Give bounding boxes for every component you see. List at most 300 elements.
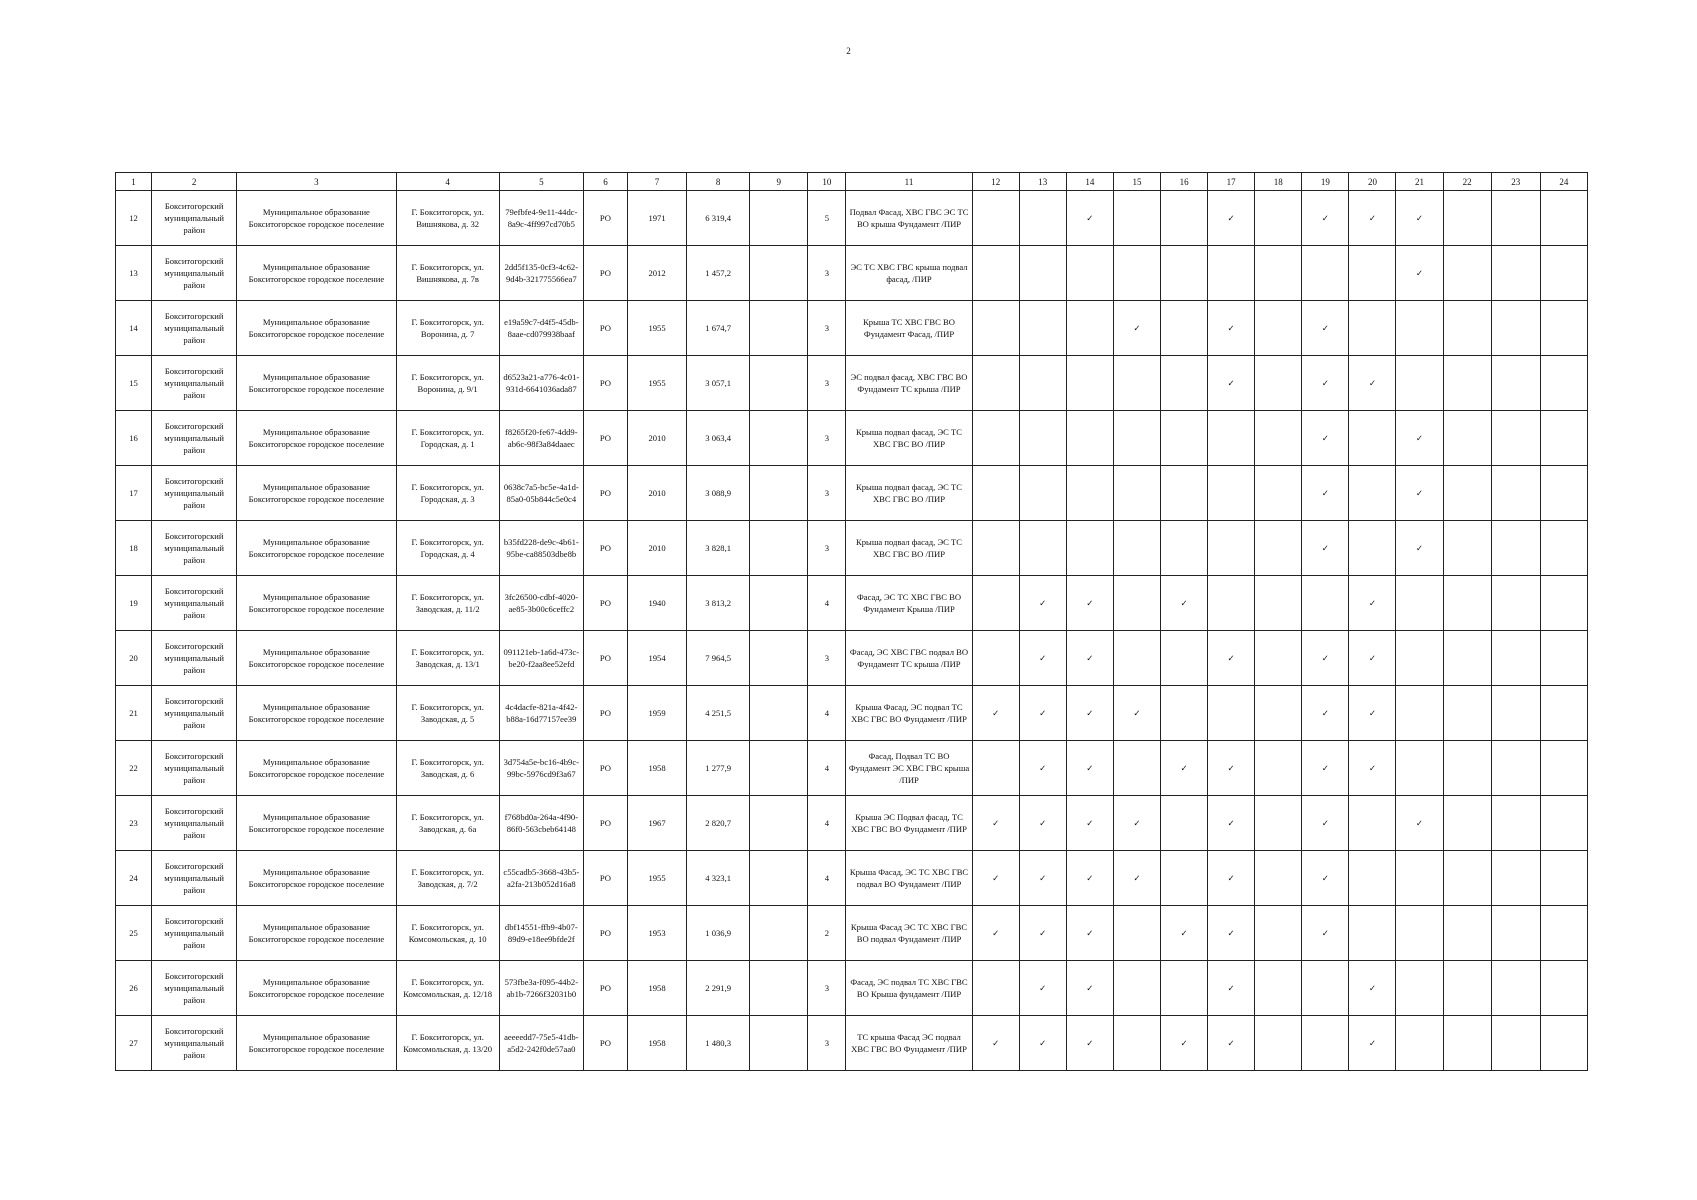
district-cell: Бокситогорский муниципальный район	[152, 301, 237, 356]
checkmark-icon: ✓	[1086, 983, 1094, 994]
work-column-22-cell	[1443, 741, 1491, 796]
work-column-14-cell	[1066, 686, 1113, 741]
column-number-16: 16	[1161, 173, 1208, 191]
work-column-22-cell	[1443, 191, 1491, 246]
checkmark-icon: ✓	[1321, 763, 1329, 774]
municipality-cell: Муниципальное образование Бокситогорское городское поселение	[237, 521, 396, 576]
municipality-cell: Муниципальное образование Бокситогорское городское поселение	[237, 356, 396, 411]
works-cell: ЭС подвал фасад, ХВС ГВС ВО Фундамент ТС крыша /ПИР	[846, 356, 972, 411]
checkmark-icon: ✓	[1039, 598, 1047, 609]
register-table	[115, 172, 1588, 1071]
checkmark-icon: ✓	[1227, 213, 1235, 224]
work-column-23-cell	[1491, 906, 1540, 961]
work-column-18-cell	[1255, 961, 1302, 1016]
checkmark-icon: ✓	[1321, 708, 1329, 719]
area-cell: 2 820,7	[687, 796, 750, 851]
work-column-19-cell	[1302, 191, 1349, 246]
work-column-21-cell	[1396, 851, 1443, 906]
municipality-cell: Муниципальное образование Бокситогорское городское поселение	[237, 961, 396, 1016]
type-cell: РО	[583, 191, 627, 246]
work-column-17-cell	[1208, 356, 1255, 411]
guid-cell: 4c4dacfe-821a-4f42-b88a-16d77157ee39	[499, 686, 583, 741]
works-cell: Крыша ТС ХВС ГВС ВО Фундамент Фасад, /ПИР	[846, 301, 972, 356]
work-column-22-cell	[1443, 796, 1491, 851]
work-column-17-cell	[1208, 411, 1255, 466]
works-cell: Крыша подвал фасад, ЭС ТС ХВС ГВС ВО /ПИР	[846, 466, 972, 521]
work-column-12-cell	[972, 356, 1019, 411]
district-cell: Бокситогорский муниципальный район	[152, 356, 237, 411]
district-cell: Бокситогорский муниципальный район	[152, 246, 237, 301]
works-cell: Фасад, ЭС ХВС ГВС подвал ВО Фундамент ТС крыша /ПИР	[846, 631, 972, 686]
checkmark-icon: ✓	[1227, 818, 1235, 829]
work-column-23-cell	[1491, 961, 1540, 1016]
work-column-19-cell	[1302, 356, 1349, 411]
work-column-15-cell	[1113, 1016, 1160, 1071]
checkmark-icon: ✓	[1086, 708, 1094, 719]
row-number: 25	[116, 906, 152, 961]
work-column-15-cell	[1113, 851, 1160, 906]
type-cell: РО	[583, 356, 627, 411]
work-column-16-cell	[1161, 521, 1208, 576]
checkmark-icon: ✓	[1321, 873, 1329, 884]
column-number-5: 5	[499, 173, 583, 191]
work-column-17-cell	[1208, 246, 1255, 301]
table-row	[116, 466, 1588, 521]
type-cell: РО	[583, 1016, 627, 1071]
column-9-cell	[750, 466, 808, 521]
municipality-cell: Муниципальное образование Бокситогорское городское поселение	[237, 906, 396, 961]
address-cell: Г. Бокситогорск, ул. Комсомольская, д. 10	[396, 906, 499, 961]
work-column-22-cell	[1443, 631, 1491, 686]
table-row	[116, 356, 1588, 411]
checkmark-icon: ✓	[1415, 543, 1424, 554]
work-column-13-cell	[1019, 686, 1066, 741]
work-column-19-cell	[1302, 301, 1349, 356]
row-number: 12	[116, 191, 152, 246]
checkmark-icon: ✓	[1086, 818, 1094, 829]
column-9-cell	[750, 686, 808, 741]
guid-cell: f8265f20-fe67-4dd9-ab6c-98f3a84daaec	[499, 411, 583, 466]
row-number: 16	[116, 411, 152, 466]
work-column-16-cell	[1161, 906, 1208, 961]
checkmark-icon: ✓	[1227, 653, 1235, 664]
column-number-11: 11	[846, 173, 972, 191]
column-number-3: 3	[237, 173, 396, 191]
column-number-2: 2	[152, 173, 237, 191]
checkmark-icon: ✓	[1086, 873, 1094, 884]
checkmark-icon: ✓	[1321, 543, 1329, 554]
table-row	[116, 796, 1588, 851]
work-column-12-cell	[972, 686, 1019, 741]
area-cell: 3 088,9	[687, 466, 750, 521]
area-cell: 3 063,4	[687, 411, 750, 466]
type-cell: РО	[583, 521, 627, 576]
work-column-13-cell	[1019, 851, 1066, 906]
checkmark-icon: ✓	[992, 818, 1000, 829]
work-column-14-cell	[1066, 466, 1113, 521]
checkmark-icon: ✓	[1227, 378, 1235, 389]
type-cell: РО	[583, 411, 627, 466]
column-number-15: 15	[1113, 173, 1160, 191]
work-column-14-cell	[1066, 191, 1113, 246]
works-cell: Фасад, ЭС подвал ТС ХВС ГВС ВО Крыша фундамент /ПИР	[846, 961, 972, 1016]
type-cell: РО	[583, 686, 627, 741]
floors-cell: 3	[808, 301, 846, 356]
work-column-14-cell	[1066, 631, 1113, 686]
work-column-15-cell	[1113, 631, 1160, 686]
table-row	[116, 686, 1588, 741]
floors-cell: 3	[808, 356, 846, 411]
work-column-19-cell	[1302, 906, 1349, 961]
checkmark-icon: ✓	[1368, 378, 1377, 389]
work-column-13-cell	[1019, 796, 1066, 851]
table-row	[116, 741, 1588, 796]
work-column-12-cell	[972, 796, 1019, 851]
table-row	[116, 576, 1588, 631]
work-column-24-cell	[1540, 356, 1587, 411]
column-9-cell	[750, 796, 808, 851]
work-column-17-cell	[1208, 851, 1255, 906]
work-column-22-cell	[1443, 1016, 1491, 1071]
work-column-20-cell	[1349, 851, 1396, 906]
area-cell: 3 057,1	[687, 356, 750, 411]
work-column-13-cell	[1019, 741, 1066, 796]
work-column-18-cell	[1255, 301, 1302, 356]
column-9-cell	[750, 961, 808, 1016]
work-column-19-cell	[1302, 246, 1349, 301]
checkmark-icon: ✓	[992, 928, 1000, 939]
address-cell: Г. Бокситогорск, ул. Воронина, д. 9/1	[396, 356, 499, 411]
checkmark-icon: ✓	[1039, 1038, 1047, 1049]
work-column-24-cell	[1540, 631, 1587, 686]
column-number-row	[116, 173, 1588, 191]
work-column-12-cell	[972, 961, 1019, 1016]
work-column-13-cell	[1019, 961, 1066, 1016]
work-column-17-cell	[1208, 521, 1255, 576]
checkmark-icon: ✓	[1321, 818, 1329, 829]
work-column-21-cell	[1396, 301, 1443, 356]
work-column-23-cell	[1491, 686, 1540, 741]
guid-cell: f768bd0a-264a-4f90-86f0-563cbeb64148	[499, 796, 583, 851]
guid-cell: 573fbe3a-f095-44b2-ab1b-7266f32031b0	[499, 961, 583, 1016]
work-column-14-cell	[1066, 1016, 1113, 1071]
checkmark-icon: ✓	[1133, 708, 1141, 719]
table-row	[116, 301, 1588, 356]
work-column-19-cell	[1302, 686, 1349, 741]
area-cell: 4 323,1	[687, 851, 750, 906]
checkmark-icon: ✓	[1227, 873, 1235, 884]
work-column-19-cell	[1302, 631, 1349, 686]
work-column-21-cell	[1396, 576, 1443, 631]
work-column-16-cell	[1161, 851, 1208, 906]
work-column-16-cell	[1161, 796, 1208, 851]
checkmark-icon: ✓	[1368, 1038, 1377, 1049]
work-column-15-cell	[1113, 411, 1160, 466]
work-column-20-cell	[1349, 631, 1396, 686]
year-cell: 2012	[627, 246, 686, 301]
work-column-17-cell	[1208, 686, 1255, 741]
work-column-22-cell	[1443, 686, 1491, 741]
row-number: 15	[116, 356, 152, 411]
works-cell: Фасад, Подвал ТС ВО Фундамент ЭС ХВС ГВС крыша /ПИР	[846, 741, 972, 796]
work-column-20-cell	[1349, 906, 1396, 961]
work-column-21-cell	[1396, 191, 1443, 246]
checkmark-icon: ✓	[1227, 323, 1235, 334]
address-cell: Г. Бокситогорск, ул. Городская, д. 1	[396, 411, 499, 466]
work-column-22-cell	[1443, 851, 1491, 906]
work-column-20-cell	[1349, 576, 1396, 631]
address-cell: Г. Бокситогорск, ул. Заводская, д. 13/1	[396, 631, 499, 686]
guid-cell: d6523a21-a776-4c01-931d-6641036ada87	[499, 356, 583, 411]
works-cell: Крыша Фасад ЭС ТС ХВС ГВС ВО подвал Фундамент /ПИР	[846, 906, 972, 961]
checkmark-icon: ✓	[1368, 598, 1377, 609]
guid-cell: 2dd5f135-0cf3-4c62-9d4b-321775566ea7	[499, 246, 583, 301]
work-column-22-cell	[1443, 576, 1491, 631]
work-column-23-cell	[1491, 851, 1540, 906]
column-number-7: 7	[627, 173, 686, 191]
work-column-19-cell	[1302, 411, 1349, 466]
work-column-20-cell	[1349, 301, 1396, 356]
municipality-cell: Муниципальное образование Бокситогорское городское поселение	[237, 411, 396, 466]
floors-cell: 3	[808, 961, 846, 1016]
district-cell: Бокситогорский муниципальный район	[152, 466, 237, 521]
address-cell: Г. Бокситогорск, ул. Заводская, д. 7/2	[396, 851, 499, 906]
work-column-16-cell	[1161, 191, 1208, 246]
work-column-24-cell	[1540, 411, 1587, 466]
work-column-16-cell	[1161, 741, 1208, 796]
work-column-18-cell	[1255, 1016, 1302, 1071]
district-cell: Бокситогорский муниципальный район	[152, 961, 237, 1016]
table-header	[116, 173, 1588, 191]
checkmark-icon: ✓	[1321, 928, 1329, 939]
column-number-23: 23	[1491, 173, 1540, 191]
column-9-cell	[750, 851, 808, 906]
municipality-cell: Муниципальное образование Бокситогорское городское поселение	[237, 191, 396, 246]
row-number: 14	[116, 301, 152, 356]
checkmark-icon: ✓	[1415, 818, 1424, 829]
checkmark-icon: ✓	[992, 873, 1000, 884]
column-9-cell	[750, 906, 808, 961]
row-number: 21	[116, 686, 152, 741]
work-column-18-cell	[1255, 466, 1302, 521]
checkmark-icon: ✓	[1321, 488, 1329, 499]
work-column-22-cell	[1443, 521, 1491, 576]
work-column-16-cell	[1161, 356, 1208, 411]
row-number: 19	[116, 576, 152, 631]
guid-cell: dbf14551-ffb9-4b07-89d9-e18ee9bfde2f	[499, 906, 583, 961]
municipality-cell: Муниципальное образование Бокситогорское городское поселение	[237, 466, 396, 521]
work-column-22-cell	[1443, 356, 1491, 411]
checkmark-icon: ✓	[1133, 818, 1141, 829]
municipality-cell: Муниципальное образование Бокситогорское городское поселение	[237, 1016, 396, 1071]
works-cell: Крыша подвал фасад, ЭС ТС ХВС ГВС ВО /ПИР	[846, 521, 972, 576]
checkmark-icon: ✓	[1133, 873, 1141, 884]
work-column-18-cell	[1255, 686, 1302, 741]
work-column-15-cell	[1113, 301, 1160, 356]
work-column-12-cell	[972, 246, 1019, 301]
checkmark-icon: ✓	[1133, 323, 1141, 334]
checkmark-icon: ✓	[1321, 323, 1329, 334]
work-column-18-cell	[1255, 191, 1302, 246]
column-9-cell	[750, 1016, 808, 1071]
work-column-21-cell	[1396, 521, 1443, 576]
checkmark-icon: ✓	[1321, 378, 1329, 389]
floors-cell: 4	[808, 576, 846, 631]
works-cell: ЭС ТС ХВС ГВС крыша подвал фасад, /ПИР	[846, 246, 972, 301]
work-column-14-cell	[1066, 741, 1113, 796]
work-column-14-cell	[1066, 246, 1113, 301]
work-column-24-cell	[1540, 906, 1587, 961]
type-cell: РО	[583, 906, 627, 961]
year-cell: 1940	[627, 576, 686, 631]
work-column-13-cell	[1019, 631, 1066, 686]
work-column-14-cell	[1066, 796, 1113, 851]
work-column-23-cell	[1491, 301, 1540, 356]
work-column-21-cell	[1396, 246, 1443, 301]
checkmark-icon: ✓	[1086, 928, 1094, 939]
column-number-6: 6	[583, 173, 627, 191]
work-column-17-cell	[1208, 576, 1255, 631]
work-column-12-cell	[972, 411, 1019, 466]
work-column-18-cell	[1255, 356, 1302, 411]
work-column-20-cell	[1349, 686, 1396, 741]
work-column-12-cell	[972, 906, 1019, 961]
guid-cell: b35fd228-de9c-4b61-95be-ca88503dbe8b	[499, 521, 583, 576]
checkmark-icon: ✓	[1415, 488, 1424, 499]
table-row	[116, 851, 1588, 906]
type-cell: РО	[583, 796, 627, 851]
work-column-13-cell	[1019, 466, 1066, 521]
district-cell: Бокситогорский муниципальный район	[152, 906, 237, 961]
work-column-19-cell	[1302, 466, 1349, 521]
column-9-cell	[750, 576, 808, 631]
table-body	[116, 191, 1588, 1071]
checkmark-icon: ✓	[1039, 708, 1047, 719]
year-cell: 1953	[627, 906, 686, 961]
area-cell: 3 828,1	[687, 521, 750, 576]
table-row	[116, 906, 1588, 961]
work-column-18-cell	[1255, 631, 1302, 686]
work-column-12-cell	[972, 851, 1019, 906]
municipality-cell: Муниципальное образование Бокситогорское городское поселение	[237, 741, 396, 796]
works-cell: Крыша Фасад, ЭС ТС ХВС ГВС подвал ВО Фундамент /ПИР	[846, 851, 972, 906]
table-row	[116, 961, 1588, 1016]
work-column-21-cell	[1396, 686, 1443, 741]
works-cell: Крыша подвал фасад, ЭС ТС ХВС ГВС ВО /ПИР	[846, 411, 972, 466]
work-column-13-cell	[1019, 906, 1066, 961]
column-number-13: 13	[1019, 173, 1066, 191]
work-column-24-cell	[1540, 741, 1587, 796]
address-cell: Г. Бокситогорск, ул. Заводская, д. 11/2	[396, 576, 499, 631]
work-column-20-cell	[1349, 411, 1396, 466]
work-column-20-cell	[1349, 1016, 1396, 1071]
work-column-21-cell	[1396, 356, 1443, 411]
area-cell: 1 480,3	[687, 1016, 750, 1071]
address-cell: Г. Бокситогорск, ул. Городская, д. 3	[396, 466, 499, 521]
district-cell: Бокситогорский муниципальный район	[152, 631, 237, 686]
works-cell: Крыша ЭС Подвал фасад, ТС ХВС ГВС ВО Фундамент /ПИР	[846, 796, 972, 851]
address-cell: Г. Бокситогорск, ул. Заводская, д. 6а	[396, 796, 499, 851]
checkmark-icon: ✓	[1086, 598, 1094, 609]
column-number-24: 24	[1540, 173, 1587, 191]
work-column-14-cell	[1066, 521, 1113, 576]
work-column-21-cell	[1396, 411, 1443, 466]
work-column-16-cell	[1161, 301, 1208, 356]
work-column-16-cell	[1161, 576, 1208, 631]
year-cell: 2010	[627, 466, 686, 521]
checkmark-icon: ✓	[1321, 653, 1329, 664]
work-column-24-cell	[1540, 191, 1587, 246]
work-column-22-cell	[1443, 301, 1491, 356]
work-column-17-cell	[1208, 961, 1255, 1016]
column-number-21: 21	[1396, 173, 1443, 191]
column-number-8: 8	[687, 173, 750, 191]
work-column-16-cell	[1161, 246, 1208, 301]
checkmark-icon: ✓	[1086, 1038, 1094, 1049]
work-column-14-cell	[1066, 356, 1113, 411]
works-cell: Крыша Фасад, ЭС подвал ТС ХВС ГВС ВО Фундамент /ПИР	[846, 686, 972, 741]
work-column-20-cell	[1349, 246, 1396, 301]
work-column-12-cell	[972, 191, 1019, 246]
type-cell: РО	[583, 246, 627, 301]
work-column-14-cell	[1066, 411, 1113, 466]
checkmark-icon: ✓	[1180, 763, 1188, 774]
floors-cell: 4	[808, 796, 846, 851]
table-row	[116, 631, 1588, 686]
work-column-16-cell	[1161, 631, 1208, 686]
district-cell: Бокситогорский муниципальный район	[152, 851, 237, 906]
column-number-9: 9	[750, 173, 808, 191]
work-column-15-cell	[1113, 906, 1160, 961]
work-column-13-cell	[1019, 246, 1066, 301]
work-column-12-cell	[972, 521, 1019, 576]
column-9-cell	[750, 411, 808, 466]
work-column-13-cell	[1019, 301, 1066, 356]
address-cell: Г. Бокситогорск, ул. Заводская, д. 6	[396, 741, 499, 796]
works-cell: Фасад, ЭС ТС ХВС ГВС ВО Фундамент Крыша /ПИР	[846, 576, 972, 631]
work-column-24-cell	[1540, 521, 1587, 576]
floors-cell: 3	[808, 411, 846, 466]
area-cell: 6 319,4	[687, 191, 750, 246]
row-number: 23	[116, 796, 152, 851]
checkmark-icon: ✓	[1415, 268, 1424, 279]
floors-cell: 3	[808, 466, 846, 521]
floors-cell: 3	[808, 521, 846, 576]
work-column-19-cell	[1302, 741, 1349, 796]
district-cell: Бокситогорский муниципальный район	[152, 191, 237, 246]
column-number-18: 18	[1255, 173, 1302, 191]
work-column-19-cell	[1302, 1016, 1349, 1071]
work-column-22-cell	[1443, 411, 1491, 466]
checkmark-icon: ✓	[1086, 213, 1094, 224]
column-9-cell	[750, 521, 808, 576]
work-column-23-cell	[1491, 1016, 1540, 1071]
row-number: 22	[116, 741, 152, 796]
year-cell: 1958	[627, 741, 686, 796]
work-column-18-cell	[1255, 906, 1302, 961]
work-column-16-cell	[1161, 466, 1208, 521]
year-cell: 1958	[627, 1016, 686, 1071]
guid-cell: 79efbfe4-9e11-44dc-8a9c-4ff997cd70b5	[499, 191, 583, 246]
checkmark-icon: ✓	[1086, 763, 1094, 774]
checkmark-icon: ✓	[1227, 763, 1235, 774]
table-row	[116, 246, 1588, 301]
municipality-cell: Муниципальное образование Бокситогорское городское поселение	[237, 246, 396, 301]
work-column-13-cell	[1019, 356, 1066, 411]
work-column-23-cell	[1491, 521, 1540, 576]
column-9-cell	[750, 191, 808, 246]
address-cell: Г. Бокситогорск, ул. Комсомольская, д. 13/20	[396, 1016, 499, 1071]
